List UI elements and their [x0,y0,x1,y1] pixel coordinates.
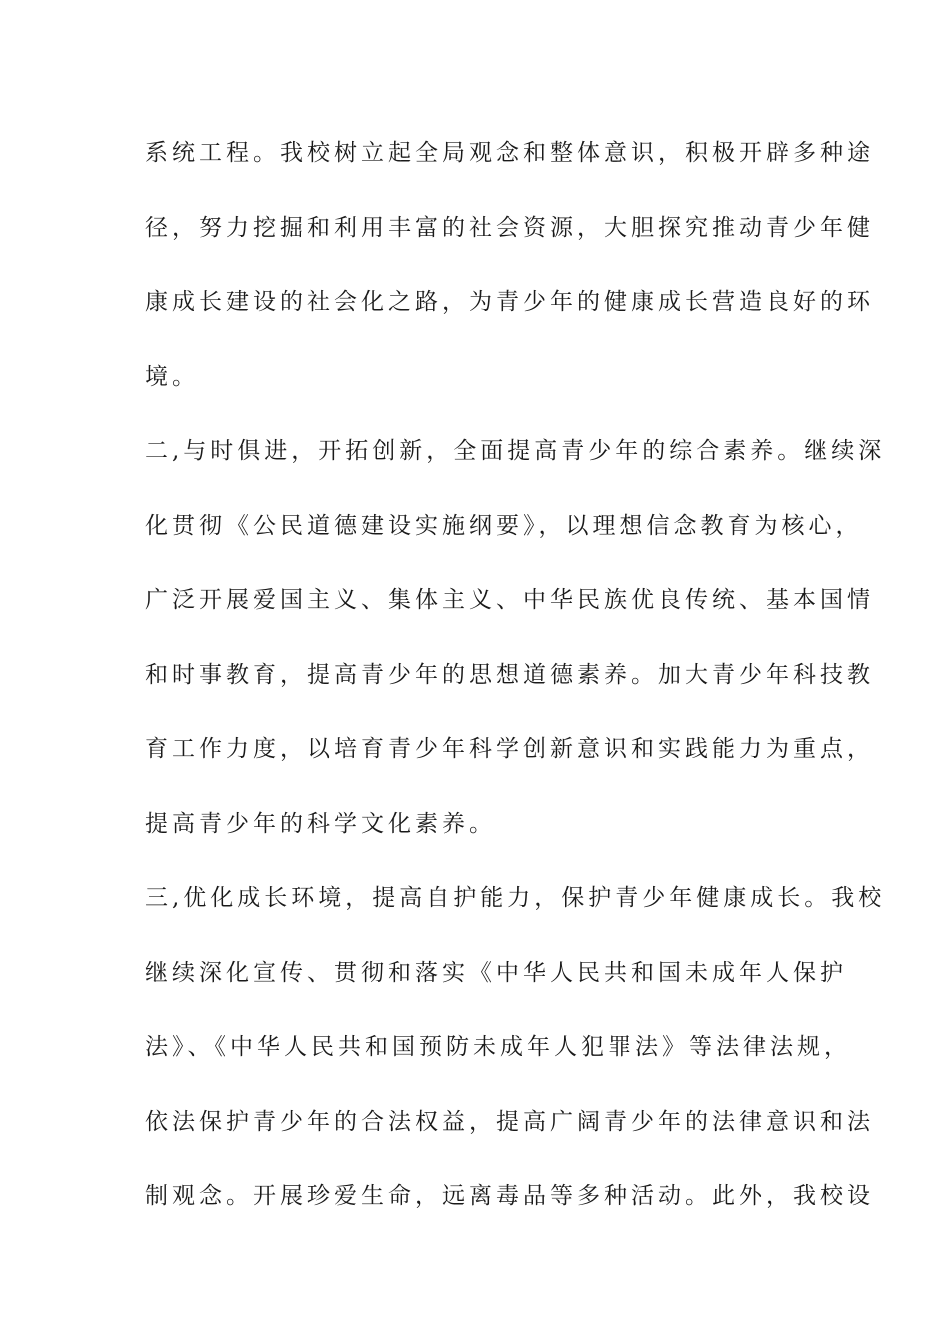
text-line: 和时事教育，提高青少年的思想道德素养。加大青少年科技教 [145,661,874,688]
text-line: 依法保护青少年的合法权益，提高广阔青少年的法律意识和法 [145,1108,874,1135]
text-line: 径，努力挖掘和利用丰富的社会资源，大胆探究推动青少年健 [145,214,874,241]
text-line: 康成长建设的社会化之路，为青少年的健康成长营造良好的环 [145,289,874,315]
text-line: 法》、《中华人民共和国预防未成年人犯罪法》等法律法规， [145,1034,851,1060]
text-line: 育工作力度，以培育青少年科学创新意识和实践能力为重点， [145,736,874,762]
text-line: 继续深化宣传、贯彻和落实《中华人民共和国未成年人保护 [145,959,847,986]
text-line: 广泛开展爱国主义、集体主义、中华民族优良传统、基本国情 [145,587,874,613]
text-line: 化贯彻《公民道德建设实施纲要》，以理想信念教育为核心， [145,512,863,539]
text-line: 境。 [145,363,199,390]
text-line: 三,优化成长环境，提高自护能力，保护青少年健康成长。我校 [145,885,886,911]
text-line: 制观念。开展珍爱生命，远离毒品等多种活动。此外，我校设 [145,1183,874,1209]
text-line: 提高青少年的科学文化素养。 [145,810,496,837]
text-line: 二,与时俱进，开拓创新，全面提高青少年的综合素养。继续深 [145,438,886,464]
document-body [145,131,886,1249]
text-line: 系统工程。我校树立起全局观念和整体意识，积极开辟多种途 [145,140,874,166]
